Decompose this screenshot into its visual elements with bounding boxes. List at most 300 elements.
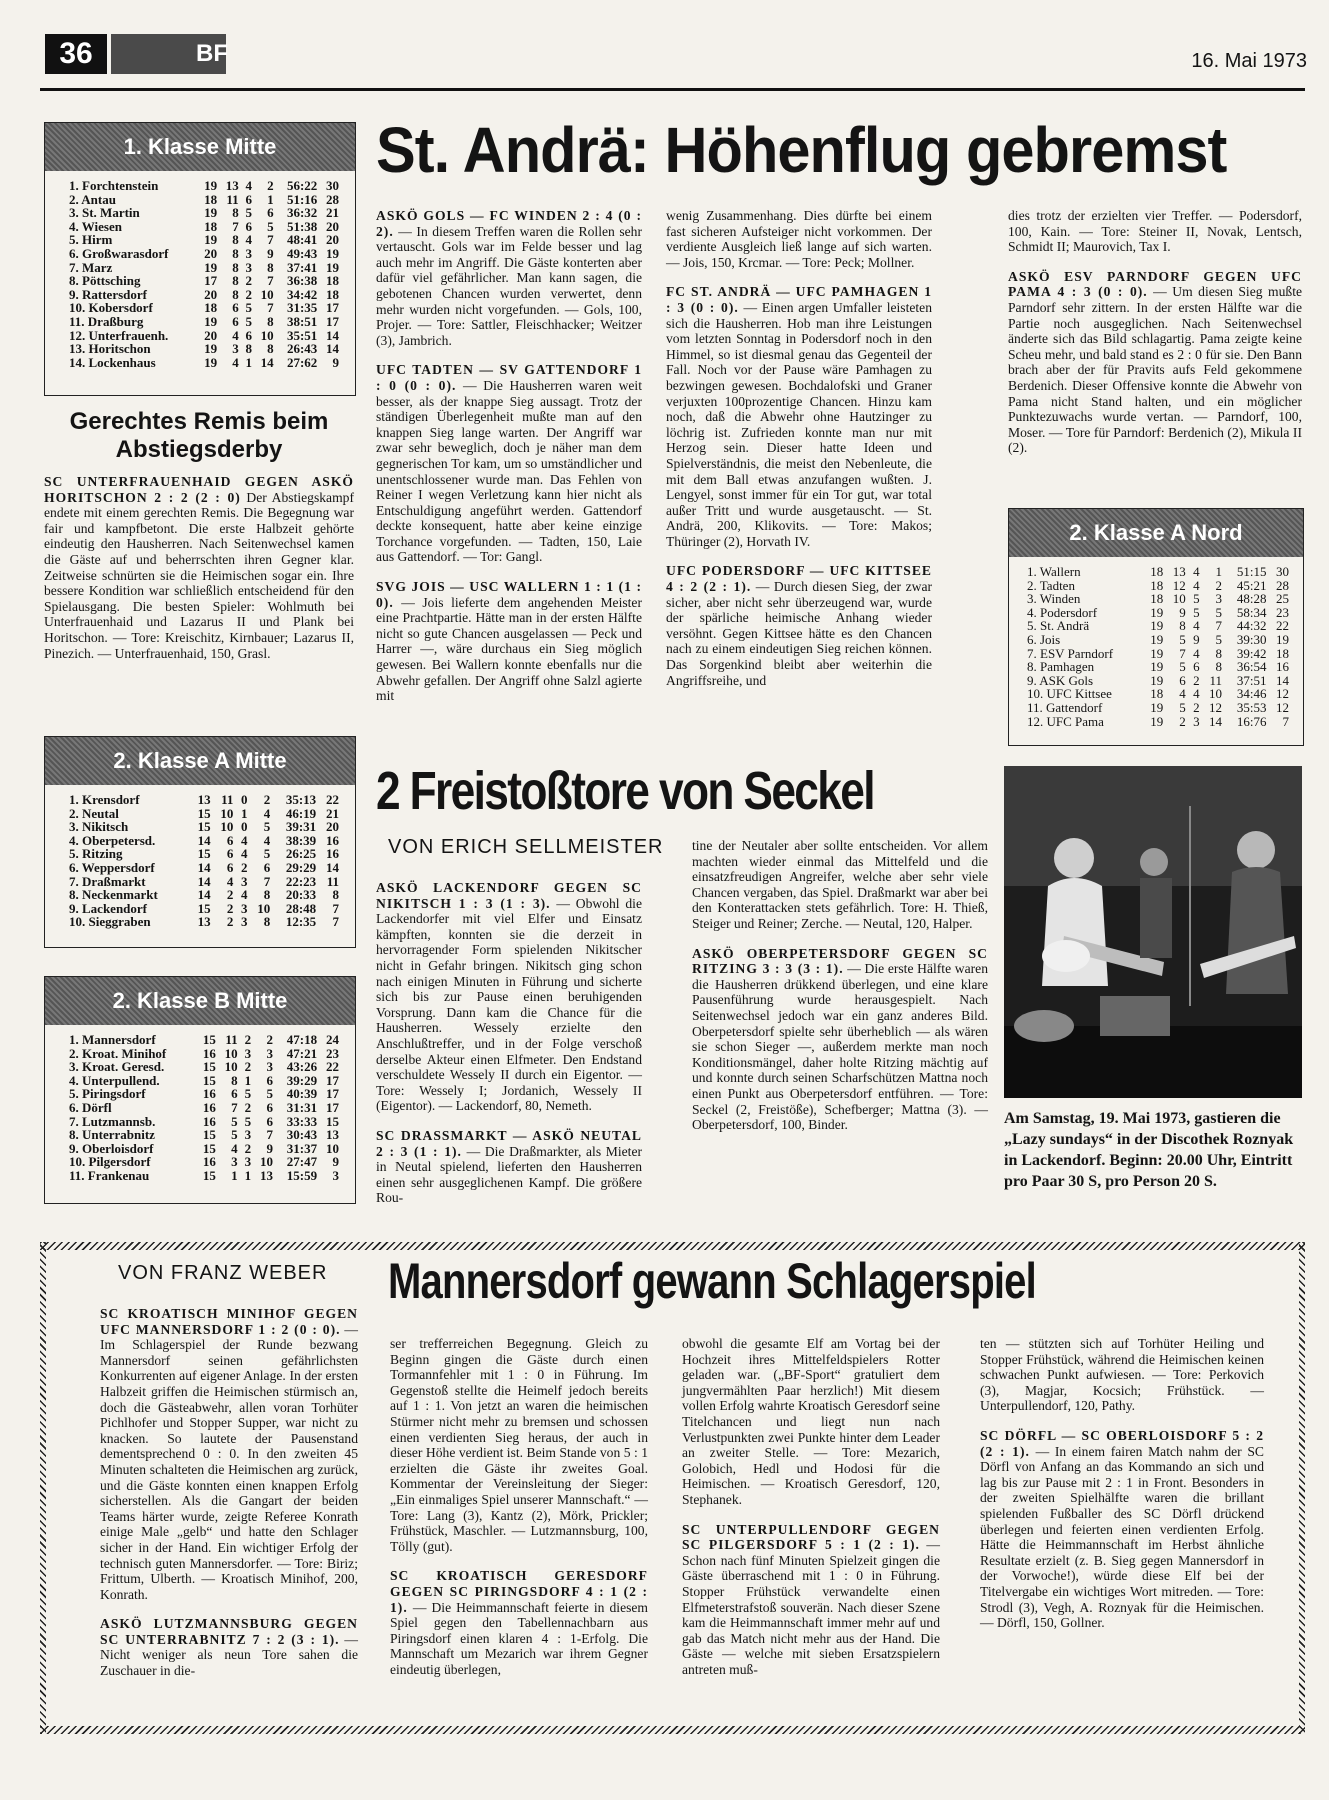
stat-cell: 40:39: [286, 1086, 318, 1102]
stat-cell: 3: [240, 900, 248, 916]
band-photo: [1004, 766, 1302, 1098]
stat-cell: 5: [1215, 631, 1223, 647]
stat-cell: 9: [1179, 604, 1186, 620]
stat-cell: 4: [231, 1140, 238, 1156]
stat-cell: 14: [197, 832, 211, 848]
table-row: [69, 915, 339, 929]
stat-cell: 47:21: [286, 1045, 318, 1061]
stat-cell: 2: [1193, 672, 1200, 688]
stat-cell: 12:35: [285, 914, 317, 930]
stat-cell: 12: [1276, 686, 1289, 702]
stat-cell: 7: [267, 232, 274, 248]
stat-cell: 8: [263, 887, 271, 903]
issue-date: 16. Mai 1973: [1191, 50, 1307, 72]
table-row: [1027, 715, 1289, 729]
stat-cell: 1: [231, 1167, 238, 1183]
stat-cell: 8: [263, 914, 271, 930]
stat-cell: 7: [266, 1127, 273, 1143]
table-row: [1027, 565, 1289, 579]
article-paragraph: [376, 1128, 642, 1206]
stat-cell: 21: [326, 805, 339, 821]
stat-cell: 14: [1209, 713, 1223, 729]
table-row: [69, 793, 339, 807]
team-name: 4. Oberpetersd.: [69, 832, 156, 848]
headline: Gerechtes Remis beim Abstiegsderby: [69, 408, 329, 463]
stat-cell: 39:30: [1236, 631, 1267, 647]
stat-cell: 15: [202, 1059, 216, 1075]
stat-cell: 19: [1150, 604, 1164, 620]
stat-cell: 36:32: [286, 205, 318, 221]
team-name: 6. Großwarasdorf: [69, 245, 169, 261]
stat-cell: 4: [1193, 564, 1200, 579]
table-row: [1027, 647, 1289, 661]
stat-cell: 2: [245, 273, 253, 289]
stat-cell: 6: [226, 846, 234, 862]
stat-cell: 33:33: [286, 1113, 318, 1129]
stat-cell: 6: [245, 191, 253, 207]
stat-cell: 4: [240, 846, 248, 862]
stat-cell: 6: [266, 1113, 273, 1129]
stat-cell: 18: [1150, 564, 1164, 579]
team-name: 7. ESV Parndorf: [1027, 645, 1114, 661]
team-name: 13. Horitschon: [69, 341, 151, 357]
team-name: 5. Piringsdorf: [69, 1086, 146, 1102]
stat-cell: 20: [326, 232, 339, 248]
stat-cell: 14: [326, 859, 339, 875]
stat-cell: 1: [240, 805, 248, 821]
article-paragraph: [376, 362, 642, 565]
stat-cell: 13: [197, 914, 211, 930]
stat-cell: 19: [1150, 618, 1164, 634]
table-row: [69, 1142, 339, 1156]
table-row: [69, 902, 339, 916]
team-name: 3. Nikitsch: [69, 819, 129, 835]
stat-cell: 5: [1179, 699, 1186, 715]
stat-cell: 35:53: [1236, 699, 1267, 715]
article-paragraph: [376, 880, 642, 1114]
stat-cell: 7: [332, 914, 339, 930]
stat-cell: 15: [202, 1072, 216, 1088]
article-paragraph: [682, 1336, 940, 1508]
body: Der Abstiegskampf endete mit einem gerechten Remis. Die Begegnung war fair und kampfbetont. Die erste Halbzeit gehörte eindeutig den Hausherren. Nach Seitenwechsel kamen die Gäste auf und beherrschten ihren Gegner klar. Zeitweise schnürten sie die Heimischen sogar ein. Ihre bessere Kondition war schließlich entscheidend für den Spielausgang. Die besten Spieler: Wohlmuth bei Unterfrauenhaid und Lazarus II und Plank bei Horitschon. — Tore: Kreischitz, Kirnbauer; Lazarus II, Pinezich. — Unterfrauenhaid, 150, Grasl.: [44, 489, 354, 661]
stat-cell: 3: [232, 341, 239, 357]
table-title: 2. Klasse A Mitte: [45, 737, 355, 785]
stat-cell: 5: [263, 846, 271, 862]
stat-cell: 19: [1150, 631, 1164, 647]
stat-cell: 2: [244, 1140, 252, 1156]
stat-cell: 4: [1193, 645, 1200, 661]
team-name: 8. Pöttsching: [69, 273, 141, 289]
table-row: [1027, 701, 1289, 715]
stat-cell: 19: [1150, 699, 1164, 715]
stat-cell: 8: [1215, 659, 1223, 675]
stat-cell: 16: [202, 1045, 216, 1061]
stat-cell: 19: [326, 259, 339, 275]
stat-cell: 18: [1150, 577, 1164, 593]
stat-cell: 27:62: [286, 354, 318, 370]
stat-cell: 15: [197, 846, 211, 862]
seckel-col-2: [692, 838, 988, 1147]
stat-cell: 28: [1276, 577, 1289, 593]
stat-cell: 4: [1179, 686, 1186, 702]
table-row: [69, 356, 339, 370]
stat-cell: 15: [202, 1032, 216, 1047]
standings-table-2: [44, 736, 356, 948]
stat-cell: 1: [244, 1072, 252, 1088]
stat-cell: 15: [202, 1140, 216, 1156]
stat-cell: 4: [263, 805, 271, 821]
stat-cell: 6: [232, 313, 239, 329]
article-paragraph: [666, 208, 932, 270]
stat-cell: 1: [245, 354, 253, 370]
mannersdorf-col-4: [980, 1336, 1264, 1645]
paragraph-body: ser trefferreichen Begegnung. Gleich zu Beginn gingen die Gäste durch einen Tormannfehler mit 1 : 0 in Führung. Im Gegenstoß stellte die Heimelf jedoch bereits auf 1 : 1. Von jetzt an waren die heimischen Stürmer nicht mehr zu bremsen und schossen einen verdienten Sieg heraus, der auch in dieser Höhe verdient ist. Beim Stande von 5 : 1 erzielten die Gäste ihr zweites Goal. Kommentar der Vereinsleitung der Sieger: „Ein einmaliges Spiel unserer Mannschaft.“ — Tore: Lang (3), Kantz (2), Mörk, Prickler; Frühstück, Maschler. — Lutzmannsburg, 100, Tölly (gut).: [390, 1336, 648, 1554]
stat-cell: 1: [1215, 564, 1223, 579]
stat-cell: 15: [197, 819, 211, 835]
stat-cell: 29:29: [285, 859, 317, 875]
match-lead: ASKÖ OBERPETERSDORF GEGEN SC RITZING 3 : 3 (3 : 1).: [692, 945, 988, 977]
match-lead: ASKÖ LACKENDORF GEGEN SC NIKITSCH 1 : 3 (1 : 3).: [376, 880, 642, 911]
stat-cell: 15: [202, 1127, 216, 1143]
photo-caption: Am Samstag, 19. Mai 1973, gastieren die „Lazy sundays“ in der Discothek Roznyak in Lackendorf. Beginn: 20.00 Uhr, Eintritt pro Paar 30 S, pro Person 20 S.: [1004, 1110, 1294, 1190]
stat-cell: 20: [326, 218, 339, 234]
team-name: 12. UFC Pama: [1027, 713, 1104, 729]
team-name: 11. Draßburg: [69, 313, 144, 329]
box-border-top: [40, 1242, 1305, 1250]
stat-cell: 4: [245, 232, 253, 248]
stat-cell: 6: [245, 327, 253, 343]
stat-cell: 15: [197, 805, 211, 821]
stat-cell: 38:39: [285, 832, 317, 848]
stat-cell: 10: [1172, 591, 1186, 607]
stat-cell: 18: [1276, 645, 1289, 661]
stat-cell: 2: [226, 900, 234, 916]
stat-cell: 51:16: [286, 191, 318, 207]
paragraph-body: — Die erste Hälfte waren die Hausherren drükkend überlegen, und eine klare Pausenführung wurde herausgespielt. Nach Seitenwechsel jedoch war ein ganz anderes Bild. Oberpetersdorf spielte sehr überheblich — als wären sie schon Sieger —, außerdem merkte man noch Konditionsmängel, daher holte Ritzing mächtig auf und konnte durch seinen Scharfschützen Mattna noch einen Punkt aus Oberpetersdorf entführen. — Tore: Seckel (2, Freistöße), Schefberger; Mattna (3). — Oberpetersdorf, 100, Binder.: [692, 961, 988, 1133]
team-name: 11. Frankenau: [69, 1167, 150, 1183]
stat-cell: 39:42: [1236, 645, 1267, 661]
match-lead: UFC PODERSDORF — UFC KITTSEE 4 : 2 (2 : 1).: [666, 563, 932, 595]
stat-cell: 6: [226, 832, 234, 848]
paragraph-body: — In einem fairen Match nahm der SC Dörfl von Anfang an das Kommando an sich und lag bis zur Pause mit 2 : 1 in Front. Besonders in der zweiten Spielhälfte waren die brillant spielenden Fußballer des SC Dörfl drückend überlegen und feierten einen verdienten Erfolg. Hätte die Heimmannschaft im Herbst ähnliche Resultate erzielt (z. B. Sieg gegen Mannersdorf in der Vorwoche!), würde diese Elf bei der Titelvergabe ein wichtiges Wort mitreden. — Tore: Strodl (3), Vegh, A. Roznyak für die Heimischen. — Dörfl, 150, Gollner.: [980, 1443, 1265, 1631]
stat-cell: 13: [197, 792, 211, 807]
paragraph-body: — Nicht weniger als neun Tore sahen die Zuschauer in die-: [100, 1631, 358, 1679]
stat-cell: 3: [244, 1045, 252, 1061]
stat-cell: 4: [1193, 618, 1200, 634]
table-row: [69, 1115, 339, 1129]
stat-cell: 19: [326, 245, 339, 261]
team-name: 4. Wiesen: [69, 218, 122, 234]
table-row: [69, 179, 339, 193]
stat-cell: 6: [245, 218, 253, 234]
stat-cell: 2: [245, 286, 253, 302]
stat-cell: 4: [263, 832, 271, 848]
table-row: [69, 193, 339, 207]
stat-cell: 18: [204, 218, 218, 234]
stat-cell: 13: [260, 1167, 273, 1183]
stat-cell: 2: [267, 178, 274, 193]
stat-cell: 5: [1193, 591, 1200, 607]
stat-cell: 8: [1215, 645, 1223, 661]
table-row: [69, 807, 339, 821]
headline-seckel: 2 Freistoßtore von Seckel: [376, 761, 874, 821]
stat-cell: 18: [1150, 591, 1164, 607]
team-name: 2. Neutal: [69, 805, 119, 821]
stat-cell: 31:35: [286, 300, 318, 316]
team-name: 2. Antau: [69, 191, 116, 207]
article-text: [44, 474, 354, 661]
stat-cell: 3: [231, 1154, 238, 1170]
stat-cell: 15: [197, 900, 211, 916]
stat-cell: 19: [1276, 631, 1289, 647]
stat-cell: 36:54: [1236, 659, 1267, 675]
table-title: 2. Klasse B Mitte: [45, 977, 355, 1025]
table-row: [69, 247, 339, 261]
table-row: [69, 1060, 339, 1074]
stat-cell: 48:41: [286, 232, 318, 248]
stat-cell: 51:38: [286, 218, 318, 234]
stat-cell: 17: [326, 1072, 339, 1088]
table-row: [1027, 674, 1289, 688]
team-name: 4. Podersdorf: [1027, 604, 1098, 620]
stat-cell: 19: [204, 205, 218, 221]
stat-cell: 35:51: [286, 327, 318, 343]
stat-cell: 28: [326, 191, 339, 207]
table-row: [69, 329, 339, 343]
stat-cell: 7: [1179, 645, 1186, 661]
stat-cell: 7: [1282, 713, 1289, 729]
table-row: [69, 1047, 339, 1061]
stat-cell: 6: [226, 859, 234, 875]
stat-cell: 14: [260, 354, 274, 370]
stat-cell: 5: [266, 1086, 273, 1102]
article-paragraph: [692, 838, 988, 932]
stat-cell: 12: [1172, 577, 1186, 593]
table-row: [1027, 592, 1289, 606]
table-row: [69, 274, 339, 288]
stat-cell: 21: [326, 205, 339, 221]
byline-sellmeister: VON ERICH SELLMEISTER: [388, 836, 664, 858]
article-paragraph: [390, 1336, 648, 1554]
team-name: 5. Ritzing: [69, 846, 123, 862]
stat-cell: 14: [326, 341, 339, 357]
table-row: [69, 847, 339, 861]
paragraph-body: — Im Schlagerspiel der Runde bezwang Mannersdorf seinen gefährlichsten Konkurrenten auf eigener Anlage. In der ersten Halbzeit griffen die Heimischen stürmisch an, doch die Gästeabwehr, allen voran Torhüter Pichlhofer und Stopper Supper, war nicht zu knacken. So lautete der Pausenstand dementsprechend 0 : 0. In den zweiten 45 Minuten schalteten die Heimischen arg zurück, und die Gäste konnten einen knappen Erfolg sicherstellen. Als die Gangart der beiden Teams härter wurde, zeigte Referee Konrath einige Male „gelb“ und hatte den Schlager sicher in der Hand. Ein wichtiger Erfolg der technisch guten Mannersdorfer. — Tore: Biriz; Frittum, Ulberth. — Kroatisch Minihof, 200, Konrath.: [100, 1321, 358, 1602]
stat-cell: 16: [326, 846, 339, 862]
stat-cell: 4: [1193, 686, 1200, 702]
stat-cell: 3: [240, 873, 248, 889]
stat-cell: 17: [326, 1099, 339, 1115]
match-lead: SVG JOIS — USC WALLERN 1 : 1 (1 : 0).: [376, 579, 642, 610]
stat-cell: 26:25: [285, 846, 317, 862]
stat-cell: 14: [197, 859, 211, 875]
article-paragraph: [666, 563, 932, 688]
stat-cell: 18: [326, 286, 339, 302]
article-paragraph: [1008, 208, 1302, 255]
match-lead: SC KROATISCH MINIHOF GEGEN UFC MANNERSDORF 1 : 2 (0 : 0).: [100, 1306, 358, 1337]
table-body: [69, 1033, 339, 1183]
band-photo-illustration: [1004, 766, 1302, 1098]
table-title: 2. Klasse A Nord: [1009, 509, 1303, 557]
stat-cell: 11: [225, 1032, 238, 1047]
stat-cell: 10: [326, 1140, 339, 1156]
stat-cell: 8: [245, 341, 253, 357]
match-lead: SC UNTERFRAUENHAID GEGEN ASKÖ HORITSCHON 2 : 2 (2 : 0): [44, 474, 354, 505]
paragraph-body: — Um diesen Sieg mußte Parndorf sehr zittern. In der ersten Hälfte war die Partie noch ausgeglichen. Nach Seitenwechsel änderte sich das Bild schlagartig. Pama zeigte keine Scheu mehr, und bald stand es 2 : 0 für sie. Den Bann brach aber der für Pravits aufs Feld gekommene Berdenich. Dieser Offensive konnte die Abwehr von Pama nicht Stand halten, und ein möglicher Punktezuwachs wurde vertan. — Parndorf, 100, Moser. — Tore für Parndorf: Berdenich (2), Mikula II (2).: [1008, 284, 1303, 456]
team-name: 10. Kobersdorf: [69, 300, 153, 316]
team-name: 1. Krensdorf: [69, 792, 140, 807]
team-name: 4. Unterpullend.: [69, 1072, 160, 1088]
table-row: [1027, 606, 1289, 620]
table-row: [69, 206, 339, 220]
stat-cell: 49:43: [286, 245, 318, 261]
article-paragraph: [390, 1568, 648, 1677]
stat-cell: 10: [260, 286, 274, 302]
stat-cell: 1: [244, 1167, 252, 1183]
table-body: [1027, 565, 1289, 728]
stat-cell: 35:13: [285, 792, 317, 807]
stat-cell: 16: [202, 1113, 216, 1129]
paragraph-body: ten — stützten sich auf Torhüter Heiling und Stopper Frühstück, während die Heimischen keinen schwachen Punkt aufwiesen. — Tore: Perkovich (3), Magjar, Kocsich; Frühstück. — Unterpullendorf, 120, Pathy.: [980, 1336, 1264, 1414]
team-name: 3. Kroat. Geresd.: [69, 1059, 165, 1075]
team-name: 6. Jois: [1027, 631, 1061, 647]
stat-cell: 58:34: [1236, 604, 1267, 620]
stat-cell: 23: [326, 1045, 339, 1061]
stat-cell: 16: [1276, 659, 1289, 675]
stat-cell: 3: [1193, 713, 1200, 729]
stat-cell: 20: [204, 286, 218, 302]
team-name: 7. Marz: [69, 259, 113, 275]
stat-cell: 8: [232, 286, 239, 302]
stat-cell: 9: [1193, 631, 1200, 647]
team-name: 6. Dörfl: [69, 1099, 112, 1115]
headline-standra: St. Andrä: Höhenflug gebremst: [376, 114, 1227, 186]
team-name: 5. Hirm: [69, 232, 113, 248]
stat-cell: 56:22: [286, 178, 318, 193]
stat-cell: 5: [245, 205, 253, 221]
stat-cell: 4: [1193, 577, 1200, 593]
team-name: 6. Weppersdorf: [69, 859, 155, 875]
byline-weber: VON FRANZ WEBER: [118, 1262, 328, 1284]
stat-cell: 17: [326, 313, 339, 329]
stat-cell: 31:31: [286, 1099, 318, 1115]
team-name: 7. Lutzmannsb.: [69, 1113, 156, 1129]
stat-cell: 45:21: [1236, 577, 1267, 593]
paragraph-body: dies trotz der erzielten vier Treffer. — Podersdorf, 100, Kain. — Tore: Steiner II, Novak, Lentsch, Schmidt II; Maurovich, Tax I.: [1008, 208, 1302, 255]
table-body: [69, 793, 339, 929]
stat-cell: 19: [1150, 659, 1164, 675]
stat-cell: 8: [267, 259, 274, 275]
stat-cell: 34:46: [1236, 686, 1267, 702]
stat-cell: 28:48: [285, 900, 317, 916]
stat-cell: 51:15: [1236, 564, 1267, 579]
stat-cell: 8: [332, 887, 339, 903]
stat-cell: 17: [204, 273, 218, 289]
stat-cell: 3: [332, 1167, 339, 1183]
table-row: [1027, 579, 1289, 593]
stat-cell: 19: [204, 313, 218, 329]
stat-cell: 37:41: [286, 259, 318, 275]
stat-cell: 14: [197, 887, 211, 903]
team-name: 11. Gattendorf: [1027, 699, 1103, 715]
stat-cell: 6: [231, 1086, 238, 1102]
standings-table-3: [44, 976, 356, 1204]
team-name: 5. St. Andrä: [1027, 618, 1090, 634]
stat-cell: 5: [231, 1127, 238, 1143]
stat-cell: 4: [232, 354, 239, 370]
stat-cell: 22: [1276, 618, 1289, 634]
stat-cell: 22: [326, 792, 339, 807]
stat-cell: 14: [197, 873, 211, 889]
stat-cell: 3: [266, 1045, 273, 1061]
table-row: [69, 1033, 339, 1047]
box-border-right: [1299, 1242, 1305, 1734]
paragraph-body: — Die Draßmarkter, als Mieter in Neutal spielend, lieferten den Hausherren einen sehr ausgeglichenen Kampf. Die größere Rou-: [376, 1143, 643, 1206]
match-lead: SC UNTERPULLENDORF GEGEN SC PILGERSDORF 5 : 1 (2 : 1).: [682, 1521, 940, 1553]
stat-cell: 4: [232, 327, 239, 343]
team-name: 8. Neckenmarkt: [69, 887, 158, 903]
stat-cell: 8: [232, 205, 239, 221]
paragraph-body: obwohl die gesamte Elf am Vortag bei der Hochzeit ihres Mittelfeldspielers Rotter geladen war. („BF-Sport“ gratuliert dem jungvermählten Paar herzlich!) Mit diesem vollen Erfolg wahrte Kroatisch Geresdorf seine Titelchancen und liegt nun nach Verlustpunkten zwei Punkte hinter dem Leader an zweiter Stelle. — Tore: Mezarich, Golobich, Hedl und Hodosi für die Heimischen. — Kroatisch Geresdorf, 120, Stephanek.: [682, 1336, 940, 1507]
stat-cell: 10: [220, 819, 234, 835]
stat-cell: 39:29: [286, 1072, 318, 1088]
stat-cell: 13: [225, 178, 239, 193]
team-name: 8. Unterrabnitz: [69, 1127, 155, 1143]
team-name: 10. Pilgersdorf: [69, 1154, 151, 1170]
article-paragraph: [692, 946, 988, 1133]
table-row: [69, 1074, 339, 1088]
team-name: 1. Wallern: [1027, 564, 1081, 579]
stat-cell: 1: [267, 191, 274, 207]
stat-cell: 30:43: [286, 1127, 318, 1143]
stat-cell: 31:37: [286, 1140, 318, 1156]
article-paragraph: [376, 579, 642, 704]
match-lead: UFC TADTEN — SV GATTENDORF 1 : 0 (0 : 0).: [376, 362, 642, 393]
stat-cell: 2: [244, 1032, 252, 1047]
stat-cell: 13: [1172, 564, 1186, 579]
stat-cell: 16: [202, 1099, 216, 1115]
paragraph-body: — Obwohl die Lackendorfer mit viel Elfer und Einsatz kämpften, konnten sie die derzeit in hervorragender Form spielenden Nikitscher nicht in Gefahr bringen. Nikitsch ging schon nach einigen Minuten in Führung und sicherte sich bis zur Pause einen beruhigenden Vorsprung. Dann kam die Chance für die Hausherren. Wessely erzielte den Anschlußtreffer, und in der Folge verschoß derselbe Akteur einen Elfmeter. Den Endstand verschuldete Wessely II durch ein Eigentor. — Tore: Wessely I; Jordanich, Wessely II (Eigentor). — Lackendorf, 80, Nemeth.: [376, 895, 642, 1114]
stat-cell: 5: [1215, 604, 1223, 620]
stat-cell: 8: [1179, 618, 1186, 634]
stat-cell: 12: [1276, 699, 1289, 715]
paragraph-body: — Die Hausherren waren weit besser, als der knappe Sieg aussagt. Trotz der ständigen Überlegenheit mußte man auf den knappen Sieg lange warten. Der Angriff war zwar sehr beweglich, doch je näher man dem gegnerischen Tor kam, um so umständlicher und unentschlossener wurde man. Das Fehlen von Reiner I wegen Verletzung kann hier nicht als Entschuldigung angeführt werden. Gattendorf deckte konsequent, hatte aber keine einzige Torchance vorgefunden. — Tadten, 150, Laie aus Gattendorf. — Tor: Gangl.: [376, 377, 642, 565]
stat-cell: 20: [204, 327, 218, 343]
standra-col-1: [376, 208, 642, 718]
paragraph-body: — Jois lieferte dem angehenden Meister eine Prachtpartie. Hätte man in der ersten Hälfte nicht so gute Chancen ausgelassen — Peck und Harrer —, wäre durchaus ein Sieg möglich gewesen. Bei Wallern konnte ebenfalls nur die Abwehr gefallen. Der Angriff ohne Salzl agierte mit: [376, 594, 642, 704]
stat-cell: 0: [240, 819, 248, 835]
stat-cell: 6: [1193, 659, 1200, 675]
stat-cell: 19: [1150, 672, 1164, 688]
table-row: [69, 315, 339, 329]
stat-cell: 18: [204, 191, 218, 207]
stat-cell: 19: [204, 259, 218, 275]
stat-cell: 24: [326, 1032, 339, 1047]
stat-cell: 2: [263, 792, 271, 807]
table-row: [1027, 687, 1289, 701]
stat-cell: 5: [245, 313, 253, 329]
match-lead: ASKÖ GOLS — FC WINDEN 2 : 4 (0 : 2).: [376, 208, 642, 239]
page-number: 36: [45, 34, 107, 74]
stat-cell: 6: [266, 1099, 273, 1115]
stat-cell: 9: [332, 354, 339, 370]
table-row: [69, 1128, 339, 1142]
stat-cell: 36:38: [286, 273, 318, 289]
seckel-col-1: [376, 880, 642, 1220]
mannersdorf-col-2: [390, 1336, 648, 1691]
stat-cell: 13: [326, 1127, 339, 1143]
stat-cell: 8: [267, 313, 274, 329]
